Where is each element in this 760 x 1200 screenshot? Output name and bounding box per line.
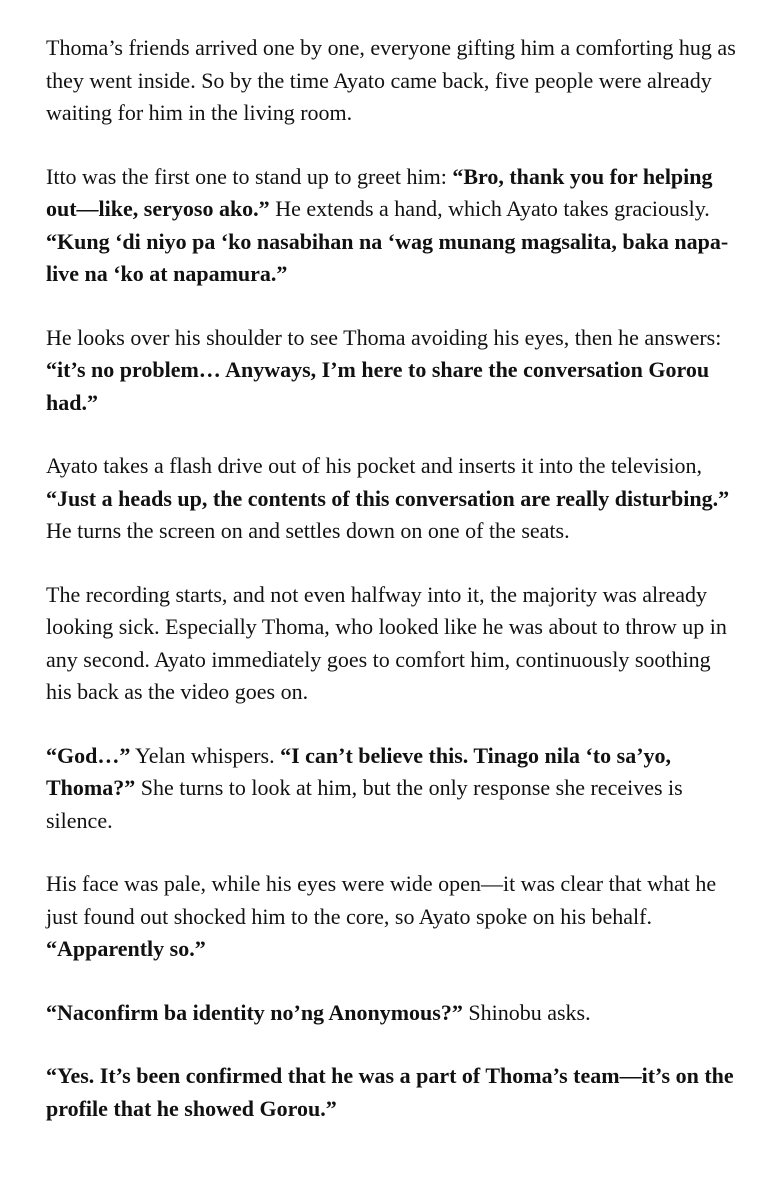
story-text <box>46 32 736 1125</box>
paragraph-7 <box>46 868 736 966</box>
narration: Yelan whispers. <box>130 742 281 768</box>
paragraph-2 <box>46 161 736 291</box>
paragraph-8 <box>46 997 736 1030</box>
dialogue: “Bro, thank you for helping out—like, seryoso ako.” <box>46 163 713 221</box>
dialogue: “Naconfirm ba identity no’ng Anonymous?” <box>46 999 463 1025</box>
narration: He looks over his shoulder to see Thoma avoiding his eyes, then he answers: <box>46 324 722 350</box>
dialogue: “Yes. It’s been confirmed that he was a part of Thoma’s team—it’s on the profile that he showed Gorou.” <box>46 1063 734 1121</box>
narration: Itto was the first one to stand up to greet him: <box>46 163 453 189</box>
paragraph-5 <box>46 579 736 709</box>
dialogue: “God…” <box>46 742 131 768</box>
dialogue: “I can’t believe this. Tinago nila ‘to sa’yo, Thoma?” <box>46 742 672 800</box>
paragraph-4 <box>46 450 736 548</box>
narration: He extends a hand, which Ayato takes graciously. <box>269 196 710 221</box>
paragraph-9 <box>46 1060 736 1125</box>
narration: Thoma’s friends arrived one by one, everyone gifting him a comforting hug as they went inside. So by the time Ayato came back, five people were already waiting for him in the living room. <box>46 35 736 125</box>
dialogue: “Just a heads up, the contents of this conversation are really disturbing.” <box>46 485 730 511</box>
narration: Ayato takes a flash drive out of his pocket and inserts it into the television, <box>46 453 703 478</box>
narration: The recording starts, and not even halfway into it, the majority was already looking sick. Especially Thoma, who looked like he was about to throw up in any second. Ayato immediately goes to comfort him, continuously soothing his back as the video goes on. <box>46 581 727 704</box>
paragraph-6 <box>46 740 736 838</box>
paragraph-3 <box>46 322 736 420</box>
narration: His face was pale, while his eyes were wide open—it was clear that what he just found out shocked him to the core, so Ayato spoke on his behalf. <box>46 871 717 929</box>
narration: Shinobu asks. <box>462 999 591 1025</box>
dialogue: “Kung ‘di niyo pa ‘ko nasabihan na ‘wag munang magsalita, baka napa-live na ‘ko at napamura.” <box>46 228 729 286</box>
paragraph-1 <box>46 32 736 130</box>
narration: She turns to look at him, but the only response she receives is silence. <box>46 775 683 833</box>
dialogue: “it’s no problem… Anyways, I’m here to share the conversation Gorou had.” <box>46 357 710 415</box>
narration: He turns the screen on and settles down on one of the seats. <box>46 518 570 543</box>
dialogue: “Apparently so.” <box>46 936 206 961</box>
